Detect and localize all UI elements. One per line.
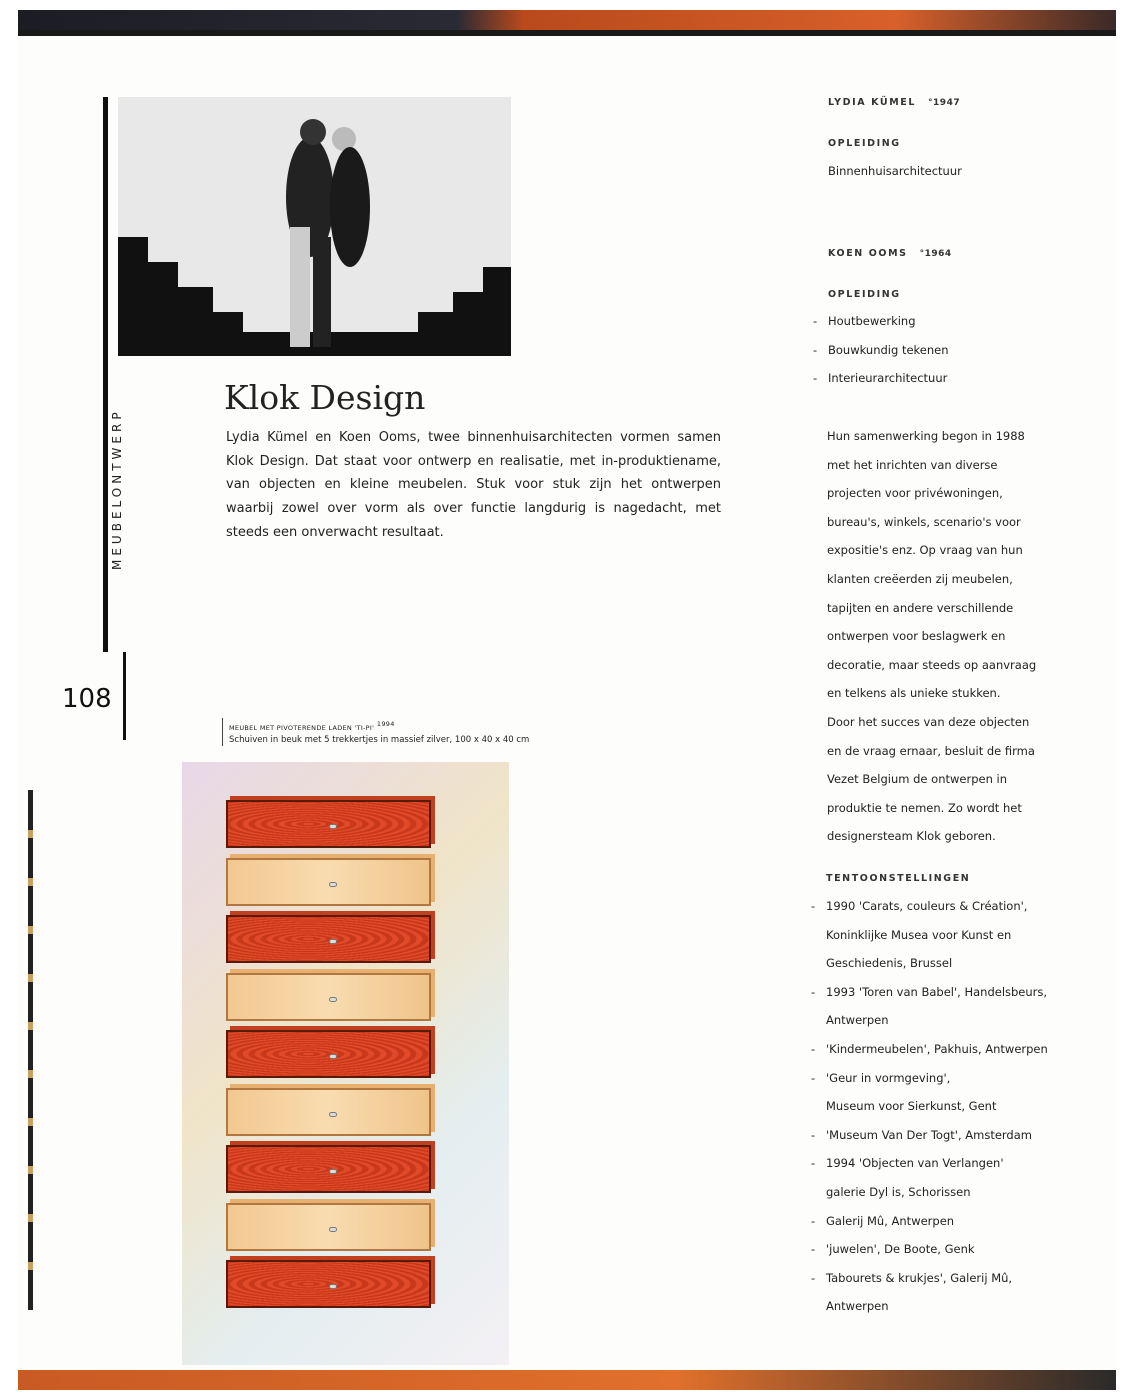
exhibition-line	[811, 1042, 1048, 1056]
top-border	[18, 10, 1116, 36]
bio-line	[827, 686, 1001, 700]
bullet-dash: -	[813, 342, 818, 357]
person2-heading	[828, 248, 952, 259]
person2-edu-item	[813, 371, 948, 386]
bullet-dash: -	[811, 899, 816, 913]
line-text: Hun samenwerking begon in 1988	[827, 429, 1025, 443]
bullet-dash: -	[811, 1270, 816, 1285]
cabinet-drawer	[226, 1088, 431, 1136]
bio-line	[827, 601, 1013, 615]
cabinet-drawer	[226, 915, 431, 963]
exhibition-line	[826, 956, 952, 970]
person1-name: LYDIA KÜMEL	[828, 97, 917, 108]
bottom-border	[18, 1370, 1116, 1390]
line-text: 1990 'Carats, couleurs & Création',	[826, 899, 1028, 913]
line-text: Bouwkundig tekenen	[828, 342, 949, 357]
cabinet-drawer	[226, 1145, 431, 1193]
exhibitions-label: TENTOONSTELLINGEN	[826, 873, 971, 884]
line-text: ontwerpen voor beslagwerk en	[827, 629, 1006, 644]
person2-born: °1964	[919, 249, 952, 259]
exhibition-line	[826, 1185, 971, 1199]
cabinet-drawer	[226, 1030, 431, 1078]
bio-line	[827, 515, 1021, 529]
bio-line	[827, 486, 1003, 500]
line-text: met het inrichten van diverse	[827, 457, 998, 472]
exhibition-line	[826, 928, 1011, 942]
line-text: produktie te nemen. Zo wordt het	[827, 800, 1022, 815]
bio-line	[827, 458, 997, 472]
bio-line	[827, 429, 1025, 443]
line-text: Antwerpen	[826, 1299, 889, 1314]
line-text: 'Geur in vormgeving',	[826, 1070, 951, 1085]
intro-paragraph: Lydia Kümel en Koen Ooms, twee binnenhuisarchitecten vormen samen Klok Design. Dat staat voor ontwerp en realisatie, met in-produktiename, van objecten en kleine meubelen. Stuk voor stuk zijn het ontwerpen waarbij zowel over vorm als over functie langdurig is nagedacht, met steeds een onverwacht resultaat.	[226, 430, 721, 540]
person1-born: °1947	[928, 98, 961, 108]
cabinet-photo	[182, 762, 509, 1365]
line-text: Antwerpen	[826, 1013, 889, 1028]
image-caption	[222, 718, 529, 746]
exhibition-line	[811, 1070, 951, 1085]
line-text: Vezet Belgium de ontwerpen in	[827, 772, 1008, 787]
line-text: 'juwelen', De Boote, Genk	[826, 1242, 975, 1257]
exhibition-line	[811, 1242, 975, 1257]
line-text: Geschiedenis, Brussel	[826, 956, 953, 971]
article-title: Klok Design	[224, 378, 426, 417]
cabinet-drawer	[226, 1260, 431, 1308]
drawer-knob	[329, 824, 337, 829]
designers-photo	[118, 97, 511, 356]
line-text: klanten creëerden zij meubelen,	[827, 572, 1013, 586]
line-text: en telkens als unieke stukken.	[827, 686, 1001, 701]
exhibition-line	[811, 1156, 1004, 1171]
bullet-dash: -	[811, 1070, 816, 1085]
bio-line	[827, 572, 1013, 586]
exhibition-line	[826, 1299, 889, 1313]
line-text: Houtbewerking	[828, 314, 916, 328]
bullet-dash: -	[811, 1242, 816, 1257]
line-text: Door het succes van deze objecten	[827, 715, 1030, 729]
bio-line	[827, 658, 1036, 672]
drawer-knob	[329, 1112, 337, 1117]
bullet-dash: -	[813, 371, 818, 386]
caption-heading: MEUBEL MET PIVOTERENDE LADEN 'TI-PI'	[229, 723, 375, 732]
bio-line	[827, 772, 1007, 786]
person2-edu-item	[813, 342, 949, 357]
drawer-knob	[329, 1284, 337, 1289]
page-number: 108	[62, 684, 112, 714]
page-rule	[123, 652, 126, 740]
line-text: galerie Dyl is, Schorissen	[826, 1185, 971, 1199]
exhibition-line	[811, 984, 1048, 999]
bullet-dash: -	[811, 1042, 816, 1056]
line-text: 'Kindermeubelen', Pakhuis, Antwerpen	[826, 1042, 1048, 1056]
caption-text: Schuiven in beuk met 5 trekkertjes in massief zilver, 100 x 40 x 40 cm	[229, 734, 530, 745]
line-text: projecten voor privéwoningen,	[827, 486, 1003, 501]
section-rule	[103, 97, 108, 652]
line-text: Museum voor Sierkunst, Gent	[826, 1099, 997, 1114]
drawer-knob	[329, 1227, 337, 1232]
bio-line	[827, 715, 1029, 729]
cabinet-drawer	[226, 973, 431, 1021]
bio-line	[827, 629, 1005, 643]
line-text: en de vraag ernaar, besluit de firma	[827, 743, 1035, 758]
line-text: Galerij Mû, Antwerpen	[826, 1213, 955, 1228]
cabinet-drawer	[226, 1203, 431, 1251]
person1-edu-label: OPLEIDING	[828, 138, 901, 149]
bio-line	[827, 543, 1023, 557]
exhibition-line	[811, 1213, 955, 1228]
bullet-dash: -	[811, 1213, 816, 1228]
drawer-knob	[329, 997, 337, 1002]
line-text: Tabourets & krukjes', Galerij Mû,	[826, 1270, 1013, 1285]
line-text: 'Museum Van Der Togt', Amsterdam	[826, 1127, 1032, 1142]
line-text: 1994 'Objecten van Verlangen'	[826, 1156, 1004, 1171]
line-text: 1993 'Toren van Babel', Handelsbeurs,	[826, 984, 1048, 999]
person2-edu-item	[813, 314, 916, 328]
line-text: Interieurarchitectuur	[828, 371, 948, 386]
bullet-dash: -	[811, 1156, 816, 1171]
person2-name: KOEN OOMS	[828, 248, 908, 259]
exhibition-line	[811, 1270, 1013, 1285]
bio-line	[827, 744, 1035, 758]
exhibition-line	[811, 1127, 1032, 1142]
bio-line	[827, 829, 996, 843]
drawer-knob	[329, 882, 337, 887]
line-text: decoratie, maar steeds op aanvraag	[827, 657, 1037, 672]
cabinet-drawer	[226, 800, 431, 848]
page-edge	[28, 790, 33, 1310]
exhibition-line	[826, 1099, 996, 1113]
bullet-dash: -	[813, 314, 818, 328]
person1-heading	[828, 97, 960, 108]
line-text: designersteam Klok geboren.	[827, 829, 996, 844]
line-text: tapijten en andere verschillende	[827, 600, 1014, 615]
cabinet-drawer	[226, 858, 431, 906]
exhibition-line	[826, 1013, 889, 1027]
person1-edu-item: Binnenhuisarchitectuur	[828, 164, 962, 178]
line-text: Koninklijke Musea voor Kunst en	[826, 927, 1012, 942]
section-label: MEUBELONTWERP	[110, 408, 124, 570]
drawer-knob	[329, 1169, 337, 1174]
bio-line	[827, 801, 1022, 815]
exhibition-line	[811, 899, 1028, 913]
caption-year: 1994	[376, 720, 395, 728]
line-text: expositie's enz. Op vraag van hun	[827, 543, 1023, 558]
drawer-knob	[329, 939, 337, 944]
bullet-dash: -	[811, 1127, 816, 1142]
bullet-dash: -	[811, 984, 816, 999]
drawer-knob	[329, 1054, 337, 1059]
line-text: bureau's, winkels, scenario's voor	[827, 514, 1021, 529]
person2-edu-label: OPLEIDING	[828, 289, 901, 300]
